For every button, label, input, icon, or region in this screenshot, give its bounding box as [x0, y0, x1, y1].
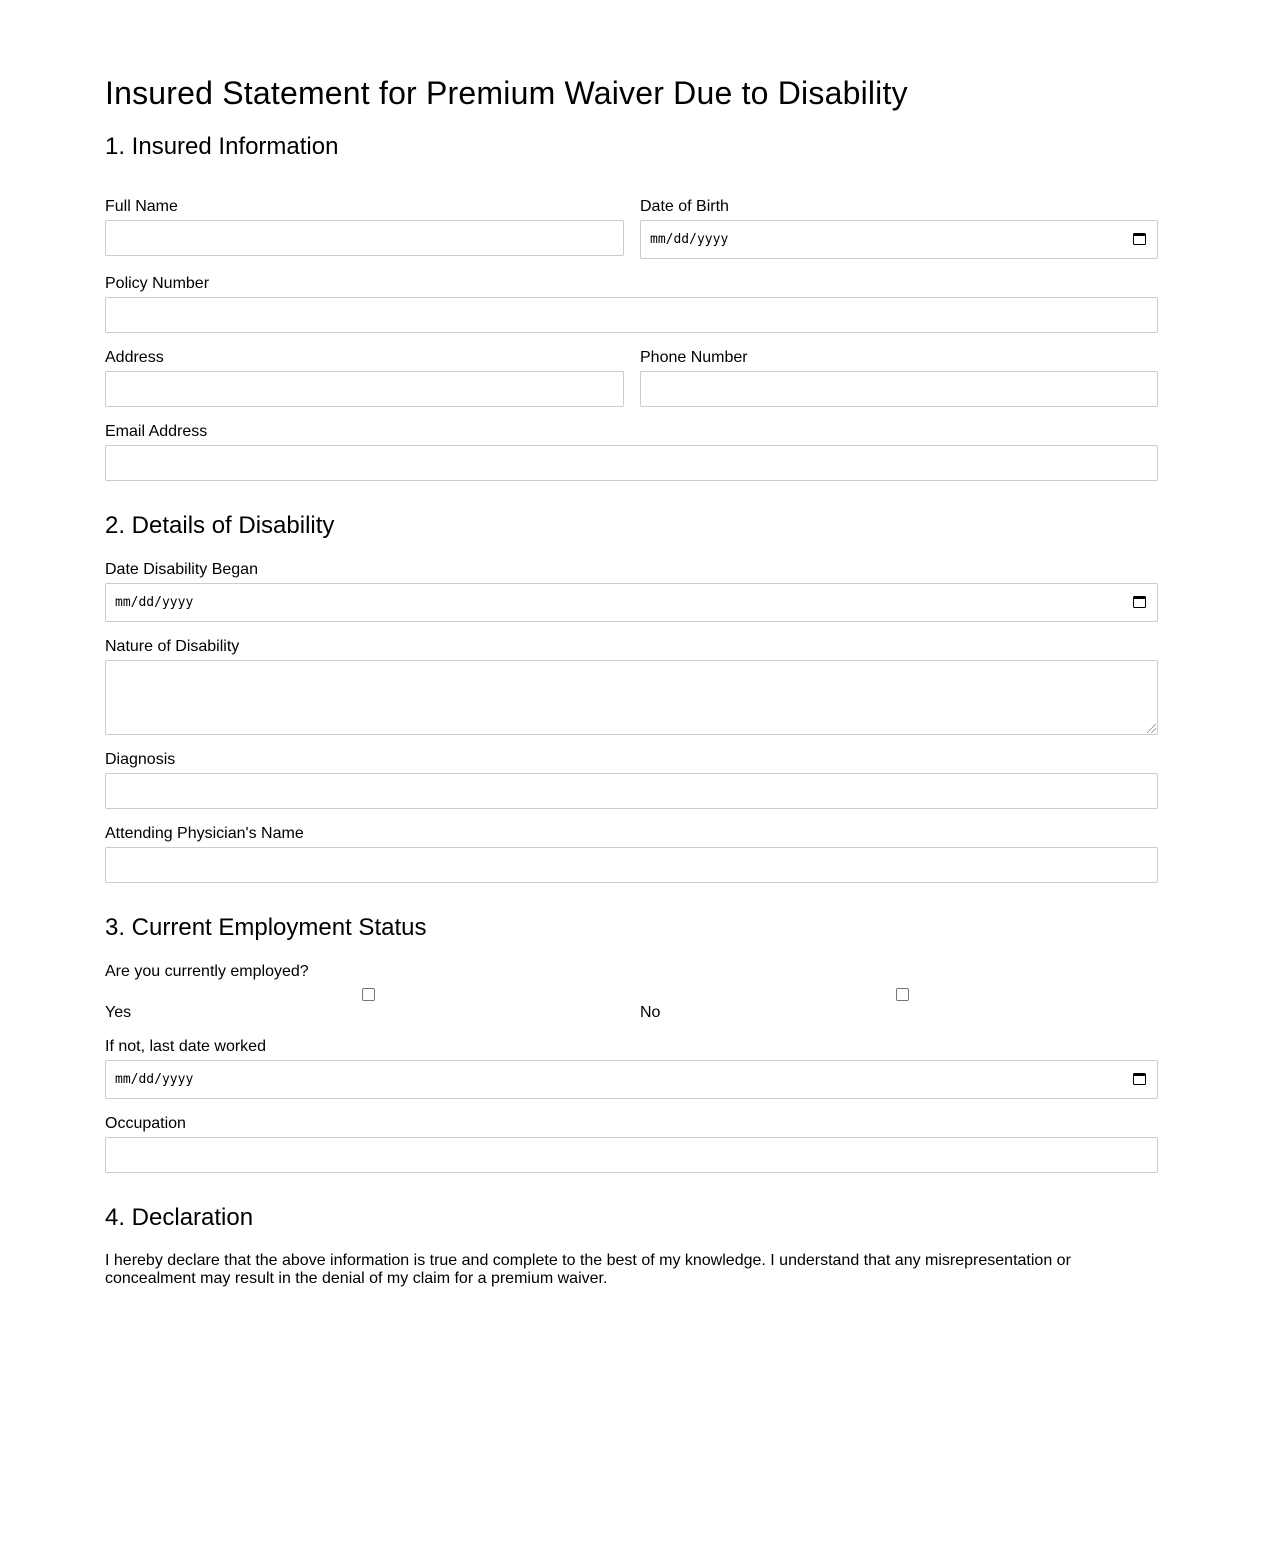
email-address-input[interactable]: [105, 445, 1158, 481]
employed-question-label: Are you currently employed?: [105, 963, 309, 980]
declaration-text: I hereby declare that the above information is true and complete to the best of my knowledge. I understand that any misrepresentation or concealment may result in the denial of my claim for a premium waiver.: [105, 1252, 1071, 1287]
policy-number-input[interactable]: [105, 297, 1158, 333]
full-name-label: Full Name: [105, 198, 178, 215]
employed-no-label: No: [640, 1004, 661, 1021]
page-title: Insured Statement for Premium Waiver Due to Disability: [105, 75, 908, 111]
date-disability-began-placeholder: mm/dd/yyyy: [115, 595, 194, 610]
calendar-icon[interactable]: [1133, 596, 1146, 608]
email-address-label: Email Address: [105, 423, 208, 440]
occupation-label: Occupation: [105, 1115, 186, 1132]
date-of-birth-label: Date of Birth: [640, 198, 729, 215]
section-heading-insured-information: 1. Insured Information: [105, 133, 339, 160]
resize-grip-icon[interactable]: [1147, 724, 1156, 733]
date-of-birth-placeholder: mm/dd/yyyy: [650, 232, 729, 247]
section-heading-current-employment-status: 3. Current Employment Status: [105, 914, 427, 941]
address-label: Address: [105, 349, 164, 366]
date-disability-began-label: Date Disability Began: [105, 561, 258, 578]
diagnosis-input[interactable]: [105, 773, 1158, 809]
employed-yes-checkbox[interactable]: [362, 988, 375, 1001]
attending-physician-name-input[interactable]: [105, 847, 1158, 883]
occupation-input[interactable]: [105, 1137, 1158, 1173]
nature-of-disability-label: Nature of Disability: [105, 638, 240, 655]
employed-no-checkbox[interactable]: [896, 988, 909, 1001]
phone-number-input[interactable]: [640, 371, 1158, 407]
nature-of-disability-textarea[interactable]: [105, 660, 1158, 735]
phone-number-label: Phone Number: [640, 349, 748, 366]
date-of-birth-input[interactable]: [640, 220, 1158, 259]
full-name-input[interactable]: [105, 220, 624, 256]
diagnosis-label: Diagnosis: [105, 751, 176, 768]
section-heading-declaration: 4. Declaration: [105, 1204, 254, 1231]
calendar-icon[interactable]: [1133, 1073, 1146, 1085]
address-input[interactable]: [105, 371, 624, 407]
policy-number-label: Policy Number: [105, 275, 210, 292]
last-date-worked-placeholder: mm/dd/yyyy: [115, 1072, 194, 1087]
employed-yes-label: Yes: [105, 1004, 132, 1021]
last-date-worked-label: If not, last date worked: [105, 1038, 266, 1055]
attending-physician-name-label: Attending Physician's Name: [105, 825, 304, 842]
section-heading-details-of-disability: 2. Details of Disability: [105, 512, 335, 539]
calendar-icon[interactable]: [1133, 233, 1146, 245]
last-date-worked-input[interactable]: [105, 1060, 1158, 1099]
date-disability-began-input[interactable]: [105, 583, 1158, 622]
